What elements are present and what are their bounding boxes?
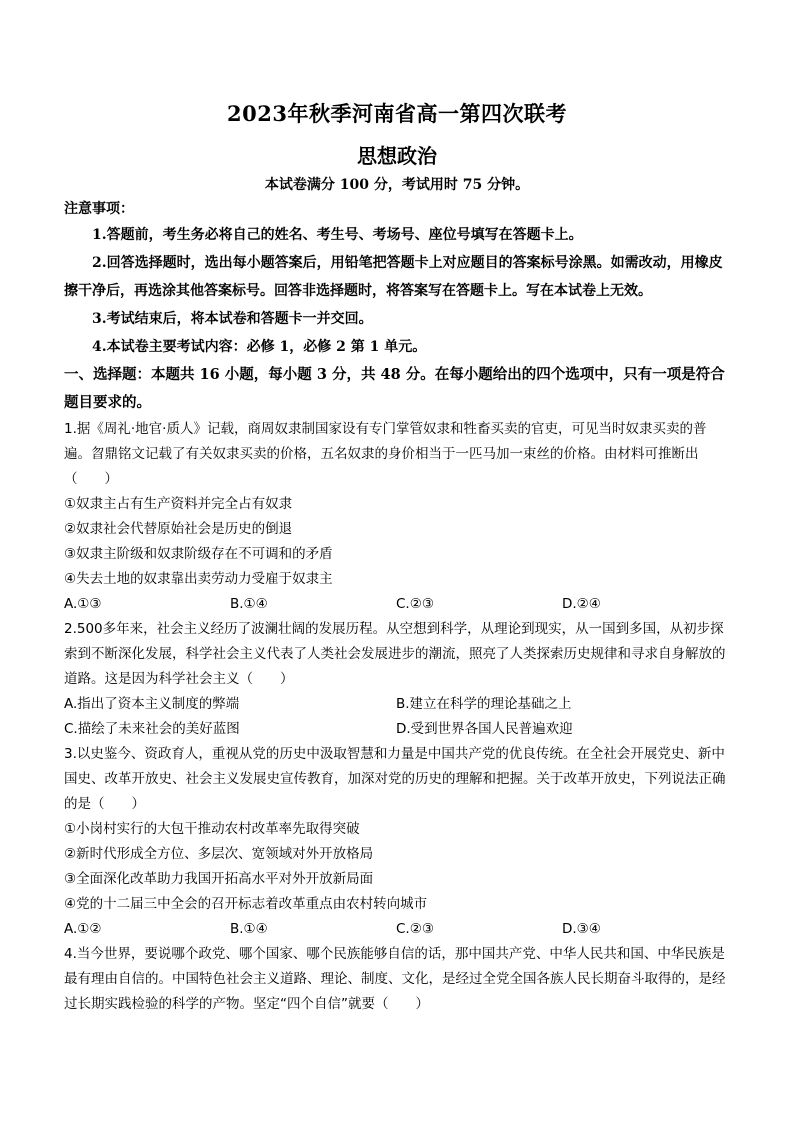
exam-info: 本试卷满分 100 分，考试用时 75 分钟。	[264, 177, 530, 193]
exam-title: 2023年秋季河南省高一第四次联考	[227, 101, 567, 126]
choice-b: B.建立在科学的理论基础之上	[396, 696, 572, 712]
choice-b: B.①④	[230, 596, 268, 612]
answer-choices	[64, 692, 728, 742]
note-item: 2.回答选择题时，选出每小题答案后，用铅笔把答题卡上对应题目的答案标号涂黑。如需改动，用橡皮擦干净后，再选涂其他答案标号。回答非选择题时，将答案写在答题卡上。写在本试卷上无效。	[64, 255, 723, 299]
section-heading: 一、选择题：本题共 16 小题，每小题 3 分，共 48 分。在每小题给出的四个选项中，只有一项是符合题目要求的。	[64, 366, 725, 411]
statement: ②新时代形成全方位、多层次、宽领域对外开放格局	[64, 846, 374, 862]
answer-choices	[64, 917, 728, 942]
statement: ④失去土地的奴隶靠出卖劳动力受雇于奴隶主	[64, 571, 333, 587]
notes-title: 注意事项：	[64, 201, 134, 217]
choice-a: A.①③	[64, 596, 102, 612]
choice-a: A.①②	[64, 921, 102, 937]
statement: ③全面深化改革助力我国开拓高水平对外开放新局面	[64, 871, 374, 887]
choice-c: C.②③	[396, 921, 434, 937]
note-item: 1.答题前，考生务必将自己的姓名、考生号、考场号、座位号填写在答题卡上。	[92, 227, 583, 243]
choice-d: D.③④	[562, 921, 601, 937]
statement: ③奴隶主阶级和奴隶阶级存在不可调和的矛盾	[64, 546, 333, 562]
question-stem: 2.500多年来，社会主义经历了波澜壮阔的发展历程。从空想到科学，从理论到现实，从一国到多国，从初步探索到不断深化发展，科学社会主义代表了人类社会发展进步的潮流，照亮了人类探索历史规律和寻求自身解放的道路。这是因为科学社会主义（ ）	[64, 621, 726, 687]
statement: ④党的十二届三中全会的召开标志着改革重点由农村转向城市	[64, 896, 428, 912]
note-item: 4.本试卷主要考试内容：必修 1，必修 2 第 1 单元。	[92, 339, 427, 355]
subject-title: 思想政治	[357, 144, 437, 168]
choice-c: C.②③	[396, 596, 434, 612]
choice-a: A.指出了资本主义制度的弊端	[64, 696, 240, 712]
question-stem: 1.据《周礼·地官·质人》记载，商周奴隶制国家设有专门掌管奴隶和牲畜买卖的官吏，可见当时奴隶买卖的普遍。曶鼎铭文记载了有关奴隶买卖的价格，五名奴隶的身价相当于一匹马加一束丝的价格。由材料可推断出（ ）	[64, 421, 707, 487]
question-stem: 3.以史鉴今、资政育人，重视从党的历史中汲取智慧和力量是中国共产党的优良传统。在全社会开展党史、新中国史、改革开放史、社会主义发展史宣传教育，加深对党的历史的理解和把握。关于改革开放史，下列说法正确的是（ ）	[64, 746, 726, 812]
statement: ①小岗村实行的大包干推动农村改革率先取得突破	[64, 821, 360, 837]
choice-b: B.①④	[230, 921, 268, 937]
choice-d: D.受到世界各国人民普遍欢迎	[396, 721, 573, 737]
statement: ②奴隶社会代替原始社会是历史的倒退	[64, 521, 293, 537]
choice-c: C.描绘了未来社会的美好蓝图	[64, 721, 240, 737]
exam-content	[64, 197, 728, 1017]
question-stem: 4.当今世界，要说哪个政党、哪个国家、哪个民族能够自信的话，那中国共产党、中华人民共和国、中华民族是最有理由自信的。中国特色社会主义道路、理论、制度、文化，是经过全党全国各族人民长期奋斗取得的，是经过长期实践检验的科学的产物。坚定“四个自信”就要（ ）	[64, 946, 726, 1012]
choice-d: D.②④	[562, 596, 601, 612]
note-item: 3.考试结束后，将本试卷和答题卡一并交回。	[92, 311, 373, 327]
answer-choices	[64, 592, 728, 617]
statement: ①奴隶主占有生产资料并完全占有奴隶	[64, 496, 293, 512]
